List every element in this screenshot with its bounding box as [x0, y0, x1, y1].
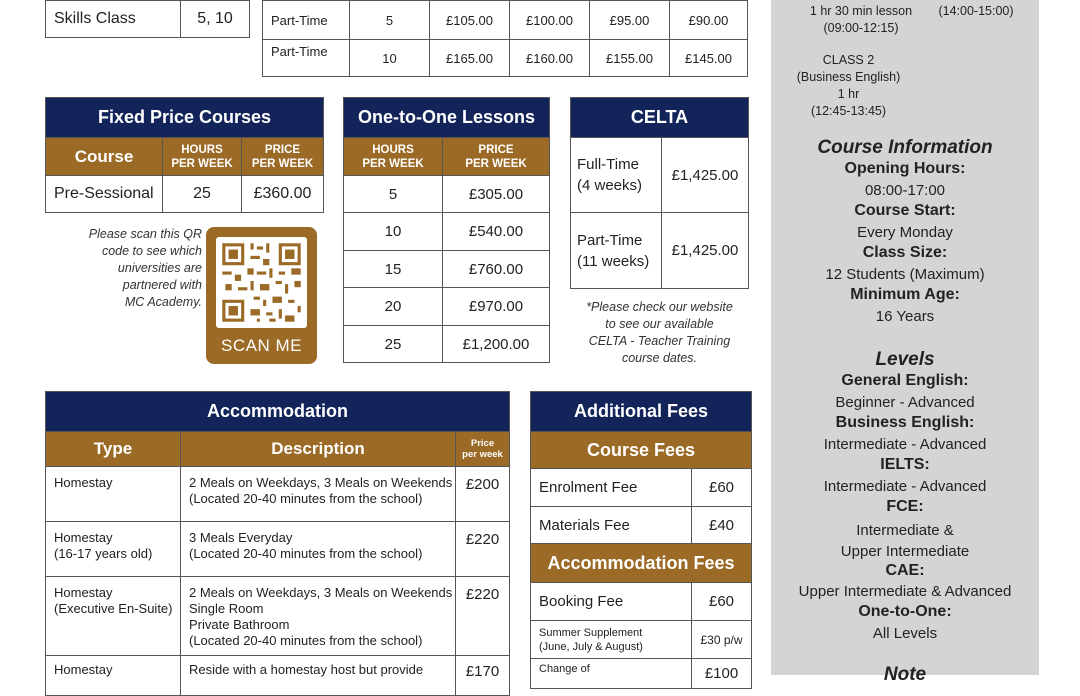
one-to-one-col-price: PRICE PER WEEK [443, 138, 550, 176]
part-time-type: Part-Time [263, 40, 350, 77]
accommodation-description: Reside with a homestay host but provide [181, 656, 456, 696]
one-to-one-price: £305.00 [443, 176, 550, 213]
part-time-price: £155.00 [590, 40, 670, 77]
accommodation-fee-price: £30 p/w [692, 621, 752, 659]
accommodation-col-price: Price per week [456, 432, 510, 467]
course-start-label: Course Start: [854, 202, 956, 219]
level-value: Intermediate - Advanced [823, 436, 987, 453]
part-time-hours: 5 [350, 1, 430, 40]
info-sidebar [771, 0, 1039, 685]
class-size-value: 12 Students (Maximum) [825, 266, 985, 283]
fixed-price-title: Fixed Price Courses [46, 98, 324, 138]
skills-class-table [45, 0, 250, 38]
class-size-label: Class Size: [862, 244, 948, 261]
level-name: IELTS: [880, 456, 930, 473]
accommodation-description: 2 Meals on Weekdays, 3 Meals on Weekends Single Room Private Bathroom (Located 20-40 minutes from the school) [181, 577, 456, 656]
part-time-type: Part-Time [263, 1, 350, 40]
accommodation-table [45, 391, 510, 696]
one-to-one-hours: 10 [344, 213, 443, 251]
accommodation-price: £170 [456, 656, 510, 696]
skills-class-hours: 5, 10 [181, 1, 250, 38]
fixed-col-hours: HOURS PER WEEK [163, 138, 242, 176]
level-value: Beginner - Advanced [835, 394, 975, 411]
accommodation-fee-price: £100 [692, 659, 752, 689]
qr-button-label: SCAN ME [221, 336, 302, 355]
part-time-price: £165.00 [430, 40, 510, 77]
accommodation-type: Homestay [46, 467, 181, 522]
qr-scan-button[interactable] [206, 227, 317, 364]
level-name: One-to-One: [858, 603, 952, 620]
note-title: Note [883, 664, 927, 685]
accommodation-description: 3 Meals Everyday (Located 20-40 minutes from the school) [181, 522, 456, 577]
level-name: General English: [841, 372, 969, 389]
accommodation-type: Homestay [46, 656, 181, 696]
celta-table [570, 97, 749, 289]
fixed-course-name: Pre-Sessional [46, 176, 163, 213]
qr-code-icon [216, 237, 307, 328]
course-fee-price: £60 [692, 469, 752, 507]
accommodation-fees-title: Accommodation Fees [531, 544, 752, 583]
accommodation-fee-price: £60 [692, 583, 752, 621]
fixed-price-table [45, 97, 324, 213]
one-to-one-price: £970.00 [443, 288, 550, 326]
course-fees-title: Course Fees [531, 432, 752, 469]
course-fee-label: Materials Fee [531, 507, 692, 544]
accommodation-type: Homestay (16-17 years old) [46, 522, 181, 577]
accommodation-col-description: Description [181, 432, 456, 467]
opening-hours-value: 08:00-17:00 [864, 182, 946, 199]
one-to-one-col-hours: HOURS PER WEEK [344, 138, 443, 176]
qr-note: Please scan this QR code to see which universities are partnered with MC Academy. [88, 227, 202, 309]
accommodation-price: £200 [456, 467, 510, 522]
one-to-one-table [343, 97, 550, 363]
one-to-one-hours: 25 [344, 326, 443, 363]
course-start-value: Every Monday [857, 224, 953, 241]
one-to-one-hours: 15 [344, 251, 443, 288]
one-to-one-hours: 5 [344, 176, 443, 213]
additional-fees-table [530, 391, 752, 689]
class2-info: CLASS 2 (Business English) 1 hr (12:45-13:45) [796, 53, 901, 118]
opening-hours-label: Opening Hours: [844, 160, 966, 177]
one-to-one-price: £1,200.00 [443, 326, 550, 363]
level-value: Intermediate & Upper Intermediate [840, 522, 970, 560]
accommodation-fee-label: Summer Supplement (June, July & August) [531, 621, 692, 659]
accommodation-type: Homestay (Executive En-Suite) [46, 577, 181, 656]
celta-note: *Please check our website to see our available CELTA - Teacher Training course dates. [586, 300, 733, 365]
level-name: FCE: [886, 498, 924, 515]
min-age-value: 16 Years [875, 308, 935, 325]
level-value: All Levels [872, 625, 938, 642]
one-to-one-title: One-to-One Lessons [344, 98, 550, 138]
fixed-course-hours: 25 [163, 176, 242, 213]
accommodation-fee-label: Change of [531, 659, 692, 689]
class1-right-time: (14:00-15:00) [938, 4, 1014, 18]
course-fee-label: Enrolment Fee [531, 469, 692, 507]
level-name: CAE: [885, 562, 925, 579]
part-time-hours: 10 [350, 40, 430, 77]
course-fee-price: £40 [692, 507, 752, 544]
part-time-price: £105.00 [430, 1, 510, 40]
min-age-label: Minimum Age: [850, 286, 960, 303]
level-name: Business English: [835, 414, 975, 431]
levels-title: Levels [875, 349, 935, 370]
one-to-one-price: £540.00 [443, 213, 550, 251]
part-time-price: £160.00 [510, 40, 590, 77]
accommodation-price: £220 [456, 522, 510, 577]
course-info-title: Course Information [817, 137, 993, 158]
accommodation-fee-label: Booking Fee [531, 583, 692, 621]
celta-title: CELTA [571, 98, 749, 138]
fixed-col-course: Course [46, 138, 163, 176]
accommodation-description: 2 Meals on Weekdays, 3 Meals on Weekends (Located 20-40 minutes from the school) [181, 467, 456, 522]
accommodation-price: £220 [456, 577, 510, 656]
celta-full-time-price: £1,425.00 [662, 138, 749, 213]
skills-class-name: Skills Class [46, 1, 181, 38]
celta-part-time-label: Part-Time (11 weeks) [571, 213, 662, 289]
fixed-col-price: PRICE PER WEEK [242, 138, 324, 176]
part-time-price: £100.00 [510, 1, 590, 40]
part-time-table [262, 0, 748, 77]
part-time-price: £95.00 [590, 1, 670, 40]
accommodation-col-type: Type [46, 432, 181, 467]
celta-part-time-price: £1,425.00 [662, 213, 749, 289]
additional-fees-title: Additional Fees [531, 392, 752, 432]
accommodation-title: Accommodation [46, 392, 510, 432]
part-time-price: £90.00 [670, 1, 748, 40]
class1-lesson-time: 1 hr 30 min lesson (09:00-12:15) [809, 4, 913, 35]
part-time-price: £145.00 [670, 40, 748, 77]
level-value: Upper Intermediate & Advanced [798, 583, 1012, 600]
fixed-course-price: £360.00 [242, 176, 324, 213]
celta-full-time-label: Full-Time (4 weeks) [571, 138, 662, 213]
level-value: Intermediate - Advanced [823, 478, 987, 495]
one-to-one-hours: 20 [344, 288, 443, 326]
one-to-one-price: £760.00 [443, 251, 550, 288]
